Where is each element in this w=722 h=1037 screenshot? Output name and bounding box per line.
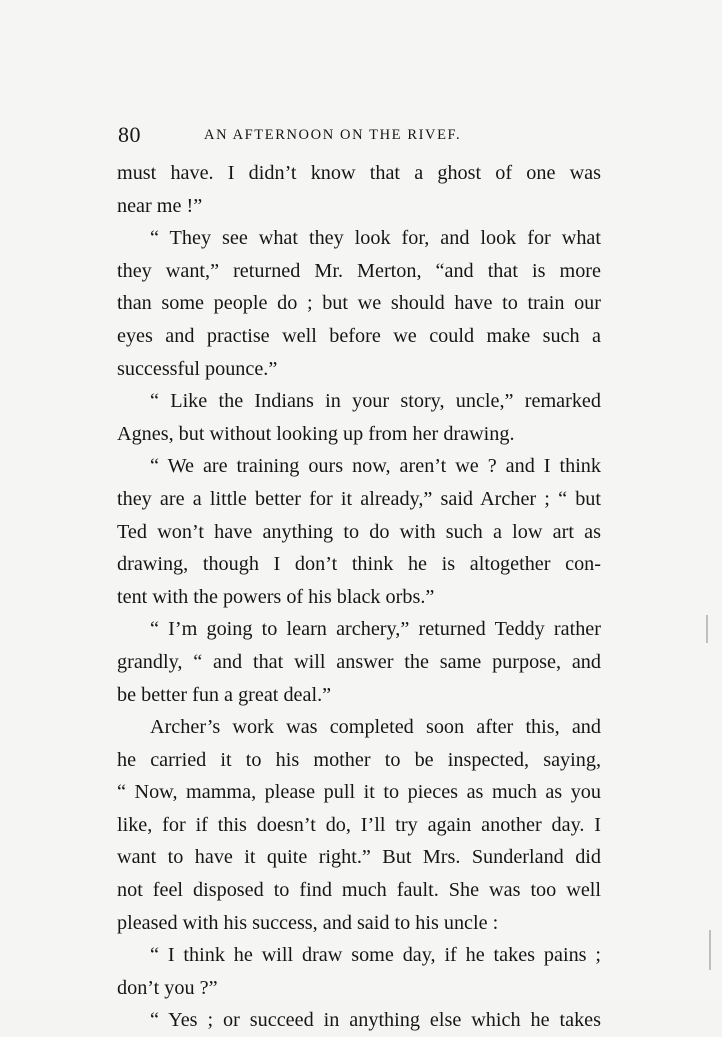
page-edge-mark [706, 615, 708, 643]
text-line: be better fun a great deal.” [117, 683, 332, 706]
text-line: not feel disposed to find much fault. She was too well [117, 879, 601, 902]
text-line: eyes and practise well before we could make such a [117, 324, 601, 347]
running-head: AN AFTERNOON ON THE RIVEF. [204, 127, 462, 143]
page-header [118, 122, 598, 148]
text-line: “ They see what they look for, and look for what [150, 227, 601, 250]
text-line: “ I’m going to learn archery,” returned Teddy rather [150, 618, 601, 641]
text-line: grandly, “ and that will answer the same purpose, and [117, 650, 601, 673]
text-line: “ I think he will draw some day, if he takes pains ; [150, 944, 601, 967]
text-line: Ted won’t have anything to do with such a low art as [117, 520, 601, 543]
text-line: like, for if this doesn’t do, I’ll try again another day. I [117, 813, 601, 836]
text-line: “ Now, mamma, please pull it to pieces as much as you [117, 781, 601, 804]
text-line: must have. I didn’t know that a ghost of one was [117, 162, 601, 184]
text-line: Agnes, but without looking up from her drawing. [117, 422, 515, 445]
text-line: pleased with his success, and said to his uncle : [117, 911, 499, 934]
text-line: they want,” returned Mr. Merton, “and that is more [117, 259, 601, 282]
text-line: he carried it to his mother to be inspected, saying, [117, 748, 601, 771]
text-line: drawing, though I don’t think he is altogether con- [117, 553, 601, 576]
text-line: Archer’s work was completed soon after this, and [150, 716, 601, 739]
page-number: 80 [118, 122, 141, 147]
text-line: tent with the powers of his black orbs.” [117, 585, 435, 608]
body-text [117, 157, 601, 1037]
text-line: don’t you ?” [117, 976, 218, 999]
text-line: they are a little better for it already,” said Archer ; “ but [117, 487, 601, 510]
text-line: than some people do ; but we should have to train our [117, 292, 601, 315]
text-line: “ Yes ; or succeed in anything else which he takes [150, 1009, 601, 1032]
text-line: successful pounce.” [117, 357, 278, 380]
text-line: want to have it quite right.” But Mrs. Sunderland did [117, 846, 601, 869]
text-line: “ Like the Indians in your story, uncle,” remarked [150, 390, 601, 413]
text-line: near me !” [117, 194, 203, 217]
text-line: “ We are training ours now, aren’t we ? and I think [150, 455, 601, 478]
page-edge-mark [709, 930, 711, 970]
